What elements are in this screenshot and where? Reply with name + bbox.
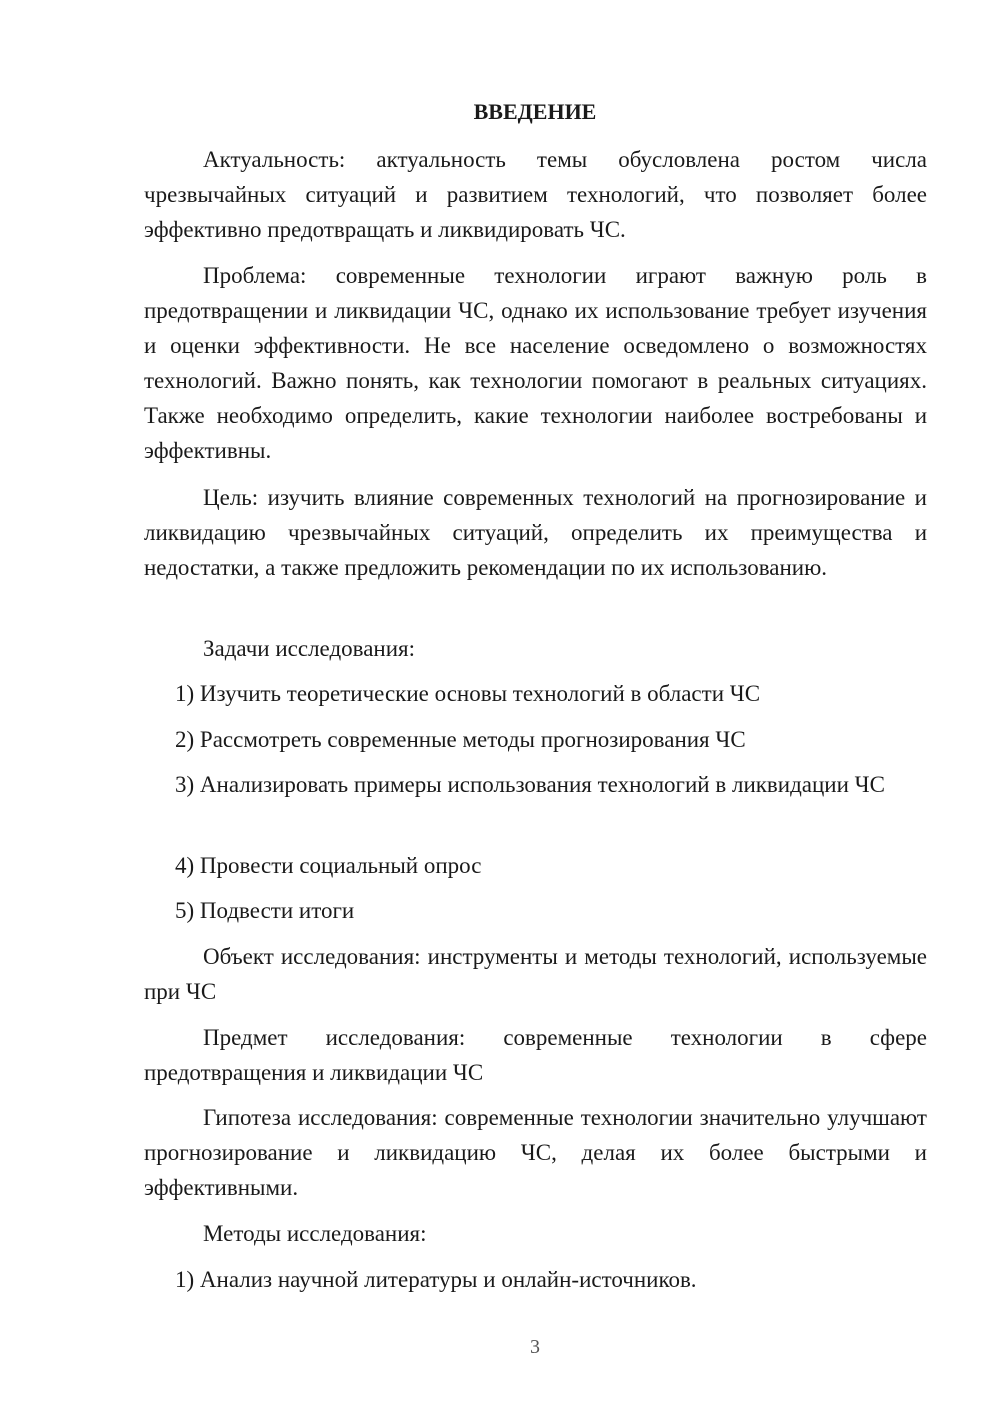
relevance-paragraph: Актуальность: актуальность темы обусловлена ростом числа чрезвычайных ситуаций и развитием технологий, что позволяет более эффективно предотвращать и ликвидировать ЧС. <box>144 147 927 242</box>
problem-paragraph: Проблема: современные технологии играют важную роль в предотвращении и ликвидации ЧС, однако их использование требует изучения и оценки эффективности. Не все население осведомлено о возможностях технологий. Важно понять, как технологии помогают в реальных ситуациях. Также необходимо определить, какие технологии наиболее востребованы и эффективны. <box>144 263 927 463</box>
goal-paragraph: Цель: изучить влияние современных технологий на прогнозирование и ликвидацию чрезвычайных ситуаций, определить их преимущества и недостатки, а также предложить рекомендации по их использованию. <box>144 485 927 580</box>
object-paragraph: Объект исследования: инструменты и методы технологий, используемые при ЧС <box>144 944 927 1004</box>
task-item-3: 3) Анализировать примеры использования технологий в ликвидации ЧС <box>175 772 885 797</box>
page-number: 3 <box>530 1336 540 1358</box>
methods-heading: Методы исследования: <box>203 1221 427 1246</box>
tasks-heading: Задачи исследования: <box>203 636 416 661</box>
task-item-5: 5) Подвести итоги <box>175 898 355 923</box>
task-item-1: 1) Изучить теоретические основы технологий в области ЧС <box>175 681 761 706</box>
task-item-4: 4) Провести социальный опрос <box>175 853 482 878</box>
subject-paragraph: Предмет исследования: современные технологии в сфере предотвращения и ликвидации ЧС <box>144 1025 927 1085</box>
page-title: ВВЕДЕНИЕ <box>473 99 597 124</box>
method-item-1: 1) Анализ научной литературы и онлайн-источников. <box>175 1267 697 1292</box>
task-item-2: 2) Рассмотреть современные методы прогнозирования ЧС <box>175 727 746 752</box>
hypothesis-paragraph: Гипотеза исследования: современные технологии значительно улучшают прогнозирование и ликвидацию ЧС, делая их более быстрыми и эффективными. <box>144 1105 927 1200</box>
